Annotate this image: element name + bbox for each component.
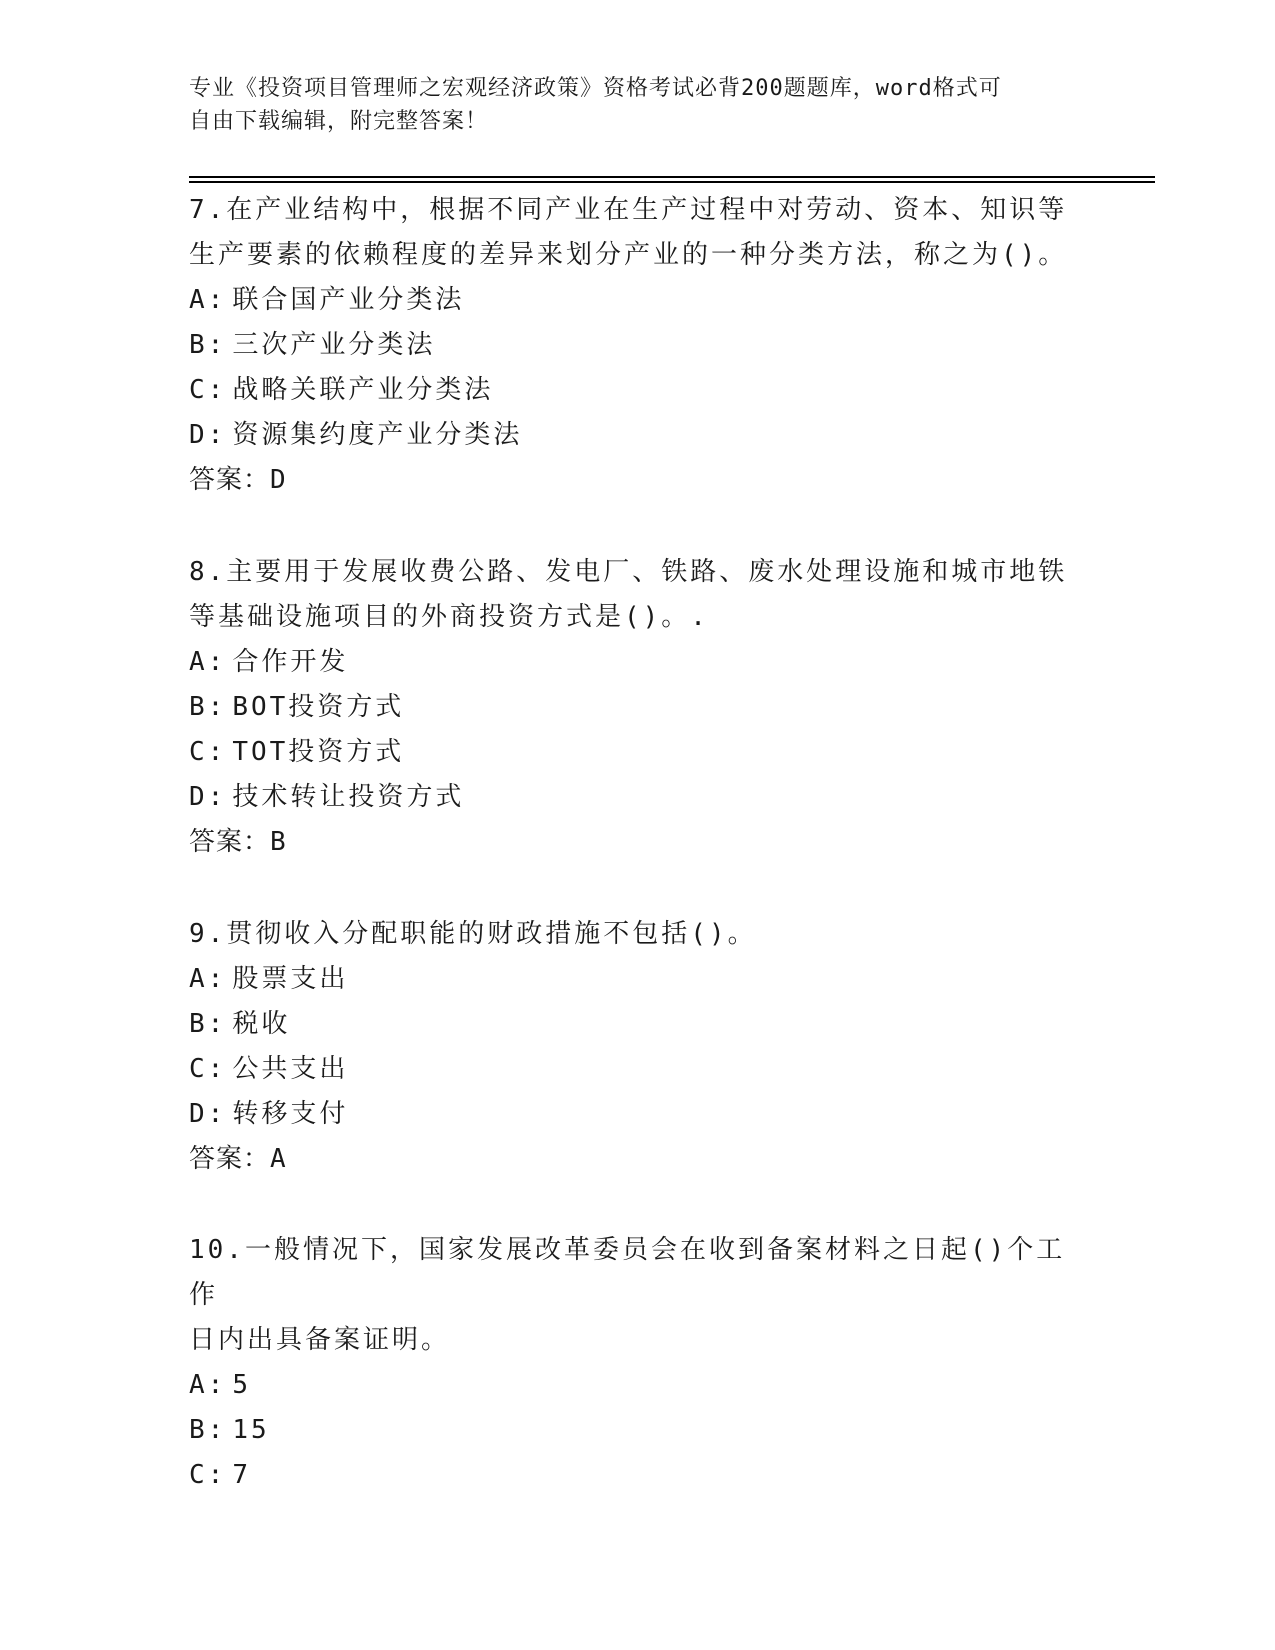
option-label: A: [189,964,227,994]
option-text: BOT投资方式 [232,692,405,722]
option-label: B: [189,1009,227,1039]
header-line-2: 自由下载编辑，附完整答案！ [189,109,489,134]
header-divider-top [189,176,1155,178]
option-a [189,957,1089,1002]
option-text: 三次产业分类法 [232,330,436,360]
question-stem-line-1: 9.贯彻收入分配职能的财政措施不包括()。 [189,919,757,949]
option-a [189,278,1089,323]
option-label: B: [189,692,227,722]
question-stem-line-1: 7.在产业结构中，根据不同产业在生产过程中对劳动、资本、知识等 [189,195,1068,225]
question-7 [189,188,1089,503]
option-label: C: [189,1054,227,1084]
question-stem-line-1: 8.主要用于发展收费公路、发电厂、铁路、废水处理设施和城市地铁 [189,557,1068,587]
option-label: C: [189,1460,227,1490]
question-stem-line-2: 日内出具备案证明。 [189,1325,451,1355]
option-label: A: [189,647,227,677]
option-c [189,1453,1089,1498]
question-stem-line-2: 等基础设施项目的外商投资方式是()。. [189,602,709,632]
answer-line: 答案：D [189,465,287,495]
option-text: 15 [232,1415,270,1445]
question-10 [189,1228,1089,1498]
option-text: 税收 [232,1009,291,1039]
option-label: D: [189,420,227,450]
header-line-1: 专业《投资项目管理师之宏观经济政策》资格考试必背200题题库，word格式可 [189,76,1002,101]
option-text: 5 [232,1370,251,1400]
option-text: TOT投资方式 [232,737,405,767]
option-label: A: [189,285,227,315]
document-header [189,72,1089,138]
option-c [189,368,1089,413]
option-b [189,685,1089,730]
option-text: 联合国产业分类法 [232,285,465,315]
option-d [189,413,1089,458]
option-label: B: [189,1415,227,1445]
question-stem-line-1: 10.一般情况下，国家发展改革委员会在收到备案材料之日起()个工作 [189,1235,1066,1310]
option-b [189,323,1089,368]
question-9 [189,912,1089,1182]
answer-line: 答案：A [189,1144,287,1174]
option-text: 技术转让投资方式 [232,782,465,812]
option-text: 股票支出 [232,964,349,994]
question-stem-line-2: 生产要素的依赖程度的差异来划分产业的一种分类方法，称之为()。 [189,240,1068,270]
option-label: D: [189,1099,227,1129]
option-label: B: [189,330,227,360]
option-c [189,730,1089,775]
question-8 [189,550,1089,865]
answer-line: 答案：B [189,827,287,857]
option-b [189,1408,1089,1453]
option-a [189,640,1089,685]
option-text: 转移支付 [232,1099,349,1129]
option-text: 资源集约度产业分类法 [232,420,523,450]
option-text: 合作开发 [232,647,349,677]
option-label: C: [189,737,227,767]
option-c [189,1047,1089,1092]
header-divider-bottom [189,181,1155,183]
option-label: C: [189,375,227,405]
option-d [189,1092,1089,1137]
option-b [189,1002,1089,1047]
option-text: 公共支出 [232,1054,349,1084]
option-label: D: [189,782,227,812]
option-text: 战略关联产业分类法 [232,375,494,405]
option-a [189,1363,1089,1408]
option-d [189,775,1089,820]
option-label: A: [189,1370,227,1400]
option-text: 7 [232,1460,251,1490]
